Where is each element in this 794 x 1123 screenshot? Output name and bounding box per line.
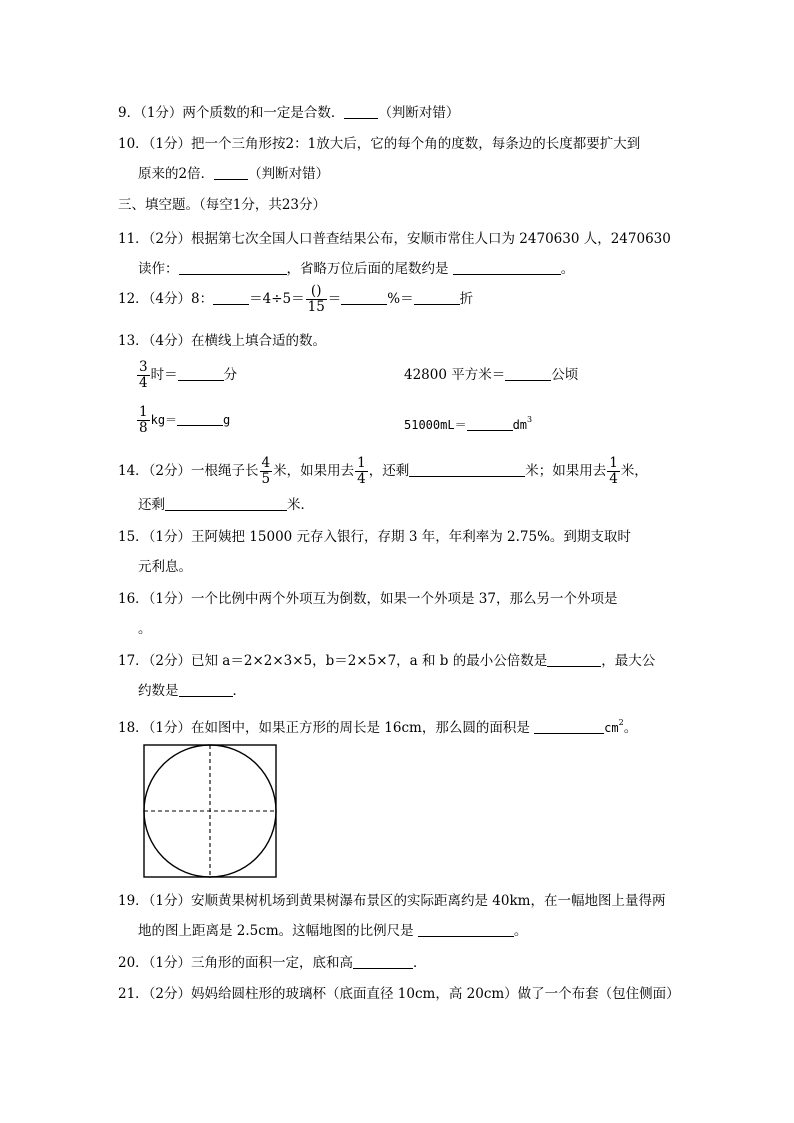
answer-blank[interactable] xyxy=(178,366,224,381)
question-19-line2: 地的图上距离是 2.5cm。这幅地图的比例尺是 。 xyxy=(138,923,528,939)
answer-blank[interactable] xyxy=(505,366,551,381)
question-17-line1: 17．（2分）已知 a＝2×2×3×5，b＝2×5×7，a 和 b 的最小公倍数是 ，最大公 xyxy=(118,653,656,669)
fraction: $\frac{3}{4}$ xyxy=(139,359,148,391)
answer-blank[interactable] xyxy=(165,496,287,511)
fraction: $\frac{1}{4}$ xyxy=(357,455,366,487)
fraction: $\frac{4}{5}$ xyxy=(261,455,271,487)
question-11-line1: 11．（2分）根据第七次全国人口普查结果公布，安顺市常住人口为 2470630 人，2470630 xyxy=(118,231,671,247)
answer-blank[interactable] xyxy=(213,290,249,305)
answer-blank[interactable] xyxy=(418,922,514,937)
question-11-line2: 读作： ，省略万位后面的尾数约是 。 xyxy=(138,261,575,277)
answer-blank[interactable] xyxy=(344,104,378,119)
answer-blank[interactable] xyxy=(534,719,604,734)
question-15-line2: 元利息。 xyxy=(138,559,192,575)
answer-blank[interactable] xyxy=(353,954,413,969)
answer-blank[interactable] xyxy=(179,682,233,697)
fraction: $\frac{1}{4}$ xyxy=(609,455,618,487)
question-10-line2: 原来的2倍． （判断对错） xyxy=(138,166,330,182)
fraction: $\frac{1}{8}$ xyxy=(139,404,148,436)
question-13-b: 42800 平方米＝ 公顷 xyxy=(404,367,579,383)
answer-blank[interactable] xyxy=(453,260,561,275)
question-14-line2: 还剩 米． xyxy=(138,497,314,513)
question-21: 21．（2分）妈妈给圆柱形的玻璃杯（底面直径 10cm，高 20cm）做了一个布套（包住侧面） xyxy=(118,986,680,1002)
answer-blank[interactable] xyxy=(414,290,460,305)
question-9: 9．（1分）两个质数的和一定是合数． （判断对错） xyxy=(118,105,460,121)
question-20: 20．（1分）三角形的面积一定，底和高 ． xyxy=(118,955,427,971)
answer-blank[interactable] xyxy=(214,165,248,180)
answer-blank[interactable] xyxy=(177,411,223,426)
question-13-c: $\frac{1}{8}$ kg＝ g xyxy=(139,404,231,436)
question-19-line1: 19．（1分）安顺黄果树机场到黄果树瀑布景区的实际距离约是 40km，在一幅地图上量得两 xyxy=(118,893,666,909)
question-12: 12．（4分）8： ＝4÷5＝ $\frac{()}{15}$ ＝ %＝ 折 xyxy=(118,283,474,315)
question-13-d: $51000mL= dm^3$ xyxy=(404,415,533,432)
question-13-title: 13．（4分）在横线上填合适的数。 xyxy=(118,333,327,349)
answer-blank[interactable] xyxy=(341,290,387,305)
answer-blank[interactable] xyxy=(409,462,525,477)
answer-blank[interactable] xyxy=(547,652,601,667)
question-18: 18．（1分）在如图中，如果正方形的周长是 16cm，那么圆的面积是 $cm^2$。 xyxy=(118,718,638,736)
square-circle-figure xyxy=(143,744,277,878)
section-title: 三、填空题。（每空1分，共23分） xyxy=(118,197,327,213)
question-14-line1: 14．（2分）一根绳子长 $\frac{4}{5}$ 米，如果用去 $\frac{1}{4}$ ，还剩 米；如果用去 $\frac{1}{4}$ 米， xyxy=(118,455,648,487)
answer-blank[interactable] xyxy=(467,416,513,431)
question-15-line1: 15．（1分）王阿姨把 15000 元存入银行，存期 3 年，年利率为 2.75%。到期支取时 xyxy=(118,529,631,545)
fraction: $\frac{()}{15}$ xyxy=(307,283,325,315)
question-16-line2: 。 xyxy=(138,621,152,637)
question-13-a: $\frac{3}{4}$ 时＝ 分 xyxy=(139,359,238,391)
answer-blank[interactable] xyxy=(179,260,287,275)
question-17-line2: 约数是 ． xyxy=(138,683,246,699)
question-10-line1: 10．（1分）把一个三角形按2：1放大后，它的每个角的度数，每条边的长度都要扩大到 xyxy=(118,136,641,152)
question-16-line1: 16．（1分）一个比例中两个外项互为倒数，如果一个外项是 37，那么另一个外项是 xyxy=(118,591,618,607)
